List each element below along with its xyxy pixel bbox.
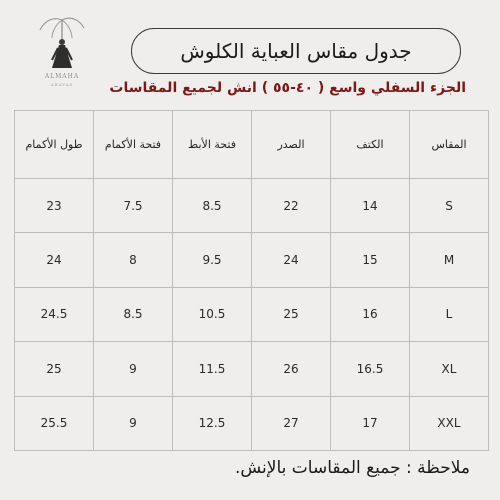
cell-size: XXL [410, 396, 489, 450]
cell-shoulder: 14 [331, 179, 410, 233]
cell-armpit: 11.5 [173, 342, 252, 396]
cell-chest: 27 [252, 396, 331, 450]
table-row [15, 342, 489, 396]
cell-armpit: 8.5 [173, 179, 252, 233]
cell-sleeve-opening: 8 [94, 233, 173, 287]
cell-sleeve-opening: 9 [94, 396, 173, 450]
cell-sleeve-length: 23 [15, 179, 94, 233]
table-row [15, 233, 489, 287]
cell-shoulder: 16 [331, 287, 410, 341]
cell-armpit: 12.5 [173, 396, 252, 450]
cell-chest: 24 [252, 233, 331, 287]
cell-chest: 25 [252, 287, 331, 341]
header-sleeve-length: طول الأكمام [15, 111, 94, 179]
cell-armpit: 9.5 [173, 233, 252, 287]
cell-size: M [410, 233, 489, 287]
cell-shoulder: 15 [331, 233, 410, 287]
cell-sleeve-length: 25.5 [15, 396, 94, 450]
cell-sleeve-length: 24.5 [15, 287, 94, 341]
page-title: جدول مقاس العباية الكلوش [131, 28, 461, 74]
header-size: المقاس [410, 111, 489, 179]
cell-chest: 22 [252, 179, 331, 233]
cell-size: S [410, 179, 489, 233]
brand-subtext: ABAYAS [50, 82, 74, 87]
cell-sleeve-length: 25 [15, 342, 94, 396]
cell-sleeve-opening: 8.5 [94, 287, 173, 341]
abaya-logo-icon [22, 12, 102, 72]
subtitle: الجزء السفلي واسع ( ٤٠-٥٥ ) انش لجميع المقاسات [109, 80, 466, 96]
header-shoulder: الكتف [331, 111, 410, 179]
brand-name: ALMAHA [44, 73, 80, 80]
table-header-row [15, 111, 489, 179]
cell-size: XL [410, 342, 489, 396]
cell-size: L [410, 287, 489, 341]
cell-sleeve-opening: 9 [94, 342, 173, 396]
header-sleeve-opening: فتحة الأكمام [94, 111, 173, 179]
cell-sleeve-length: 24 [15, 233, 94, 287]
header-chest: الصدر [252, 111, 331, 179]
header-armpit: فتحة الأبط [173, 111, 252, 179]
cell-armpit: 10.5 [173, 287, 252, 341]
table-row [15, 287, 489, 341]
note-text: ملاحظة : جميع المقاسات بالإنش. [234, 458, 470, 478]
size-table [14, 110, 489, 451]
table-row [15, 179, 489, 233]
cell-chest: 26 [252, 342, 331, 396]
cell-sleeve-opening: 7.5 [94, 179, 173, 233]
table-row [15, 396, 489, 450]
cell-shoulder: 17 [331, 396, 410, 450]
cell-shoulder: 16.5 [331, 342, 410, 396]
